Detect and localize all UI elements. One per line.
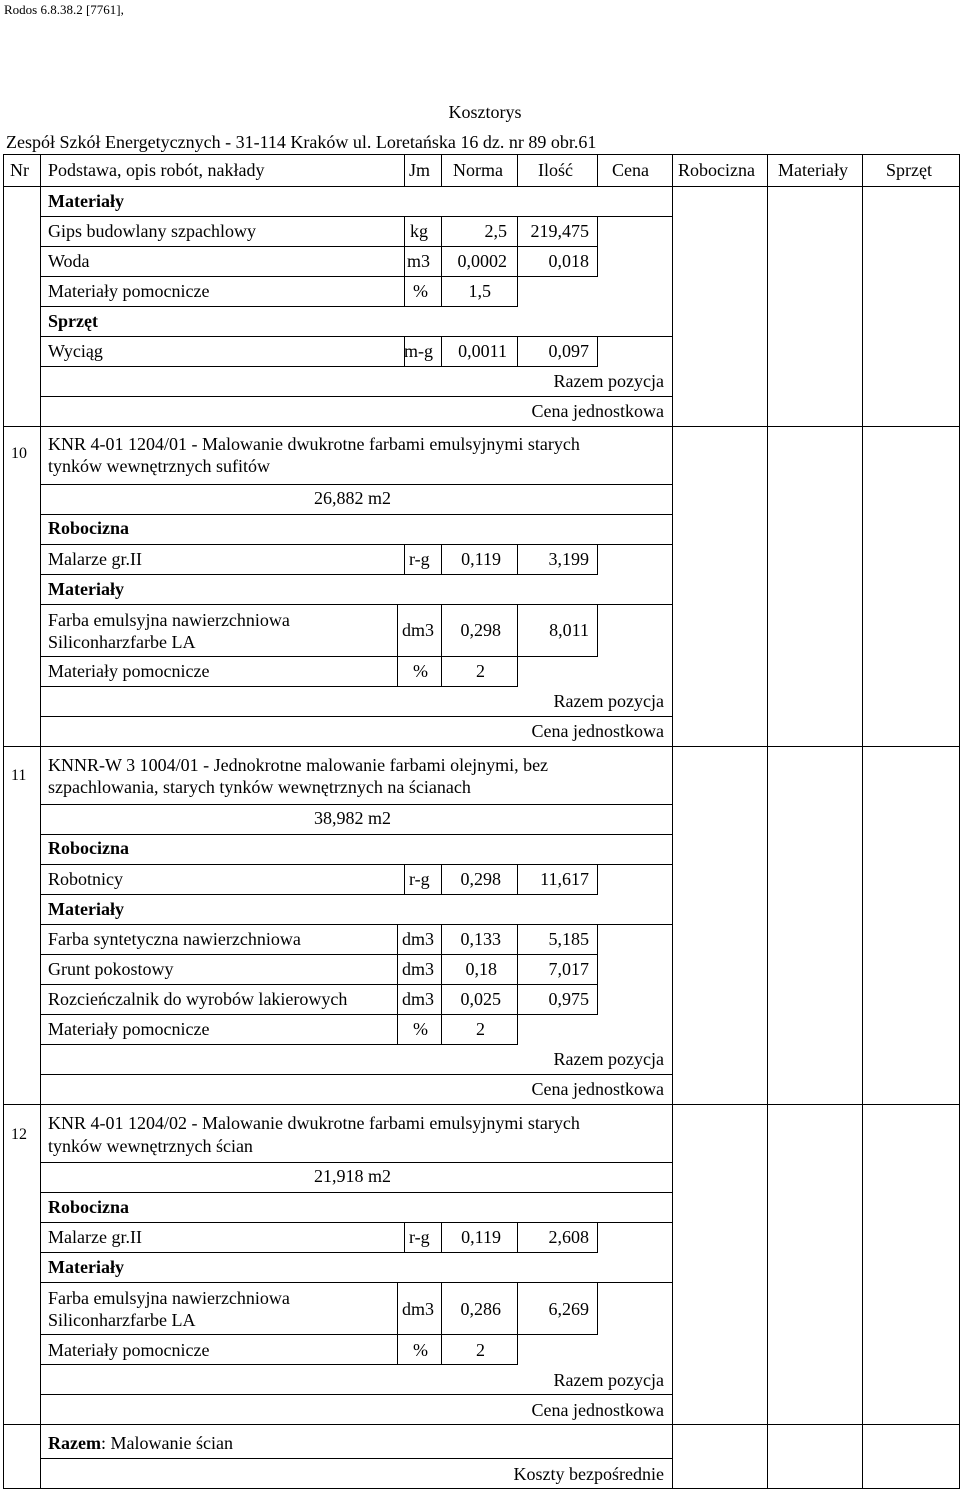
column-divider	[597, 924, 598, 1014]
row-divider	[40, 924, 673, 925]
category-robocizna: Robocizna	[48, 838, 129, 858]
unit: dm3	[402, 1299, 435, 1319]
cena-jednostkowa-label: Cena jednostkowa	[531, 721, 664, 741]
row-divider	[40, 276, 598, 277]
column-divider	[40, 154, 41, 1489]
row-divider	[40, 604, 673, 605]
material-name: Farba emulsyjna nawierzchniowa	[48, 1288, 290, 1308]
row-divider	[40, 954, 598, 955]
cena-jednostkowa-label: Cena jednostkowa	[531, 401, 664, 421]
row-divider	[40, 1074, 673, 1075]
row-divider	[40, 366, 598, 367]
row-divider	[3, 746, 960, 747]
column-divider	[597, 154, 598, 186]
column-divider	[597, 1222, 598, 1252]
position-number: 10	[11, 445, 27, 462]
quantity-value: 7,017	[548, 959, 589, 979]
norma-value: 0,025	[460, 989, 501, 1009]
row-divider	[40, 574, 598, 575]
row-divider	[3, 186, 960, 187]
table-left-border	[3, 154, 4, 1489]
position-description-continued: szpachlowania, starych tynków wewnętrznych na ścianach	[48, 777, 471, 797]
unit: r-g	[409, 869, 430, 889]
row-divider	[40, 864, 673, 865]
razem-pozycja-label: Razem pozycja	[553, 691, 664, 711]
column-divider	[517, 154, 518, 186]
norma-value: 0,119	[461, 1227, 501, 1247]
row-divider	[40, 1162, 673, 1163]
unit: dm3	[402, 620, 435, 640]
material-name: Woda	[48, 251, 90, 271]
category-materialy: Materiały	[48, 899, 124, 919]
cena-jednostkowa-label: Cena jednostkowa	[531, 1400, 664, 1420]
row-divider	[40, 514, 673, 515]
header-norma: Norma	[453, 160, 503, 180]
quantity-value: 6,269	[548, 1299, 589, 1319]
material-name: Rozcieńczalnik do wyrobów lakierowych	[48, 989, 348, 1009]
material-name: Farba emulsyjna nawierzchniowa	[48, 610, 290, 630]
column-divider	[597, 604, 598, 656]
razem-description: : Malowanie ścian	[100, 1433, 233, 1453]
row-divider	[40, 686, 518, 687]
material-name: Grunt pokostowy	[48, 959, 174, 979]
column-divider	[404, 154, 405, 186]
column-divider	[517, 1282, 518, 1364]
material-name: Materiały pomocnicze	[48, 1340, 210, 1360]
row-divider	[40, 894, 598, 895]
norma-value: 0,0011	[458, 341, 507, 361]
column-divider	[672, 154, 673, 1489]
material-name: Materiały pomocnicze	[48, 661, 210, 681]
column-divider	[862, 154, 863, 1489]
position-description: KNR 4-01 1204/02 - Malowanie dwukrotne farbami emulsyjnymi starych	[48, 1113, 580, 1133]
razem-pozycja-label: Razem pozycja	[553, 371, 664, 391]
unit: r-g	[409, 1227, 430, 1247]
row-divider	[40, 1192, 673, 1193]
position-quantity: 26,882 m2	[314, 488, 392, 508]
position-description-continued: tynków wewnętrznych sufitów	[48, 456, 270, 476]
row-divider	[40, 1222, 673, 1223]
labor-name: Malarze gr.II	[48, 549, 142, 569]
material-name: Materiały pomocnicze	[48, 1019, 210, 1039]
unit: %	[413, 1019, 428, 1039]
razem-summary	[48, 1433, 233, 1453]
header-materialy: Materiały	[778, 160, 848, 180]
row-divider	[40, 834, 673, 835]
column-divider	[404, 1222, 405, 1252]
row-divider	[40, 396, 673, 397]
norma-value: 2	[476, 1340, 485, 1360]
material-name: Farba syntetyczna nawierzchniowa	[48, 929, 301, 949]
norma-value: 2	[476, 1019, 485, 1039]
cena-jednostkowa-label: Cena jednostkowa	[531, 1079, 664, 1099]
material-name-continued: Siliconharzfarbe LA	[48, 632, 196, 652]
row-divider	[40, 1394, 673, 1395]
norma-value: 0,286	[460, 1299, 501, 1319]
row-divider	[3, 426, 960, 427]
row-divider	[3, 1424, 960, 1425]
norma-value: 0,298	[460, 869, 501, 889]
material-name: Materiały pomocnicze	[48, 281, 210, 301]
quantity-value: 0,018	[548, 251, 589, 271]
material-name-continued: Siliconharzfarbe LA	[48, 1310, 196, 1330]
norma-value: 0,298	[460, 620, 501, 640]
norma-value: 0,0002	[457, 251, 507, 271]
column-divider	[404, 864, 405, 894]
quantity-value: 8,011	[549, 620, 589, 640]
quantity-value: 3,199	[548, 549, 589, 569]
row-divider	[40, 544, 673, 545]
position-quantity: 38,982 m2	[314, 808, 392, 828]
unit: kg	[410, 221, 428, 241]
row-divider	[40, 656, 598, 657]
row-divider	[40, 804, 673, 805]
header-desc: Podstawa, opis robót, nakłady	[48, 160, 265, 180]
row-divider	[40, 216, 673, 217]
column-divider	[404, 544, 405, 574]
row-divider	[3, 1104, 960, 1105]
category-materialy: Materiały	[48, 579, 124, 599]
header-sprzet: Sprzęt	[886, 160, 932, 180]
norma-value: 0,119	[461, 549, 501, 569]
row-divider	[40, 336, 673, 337]
quantity-value: 219,475	[530, 221, 589, 241]
column-divider	[404, 216, 405, 306]
row-divider	[40, 716, 673, 717]
row-divider	[40, 1252, 598, 1253]
norma-value: 2,5	[484, 221, 507, 241]
column-divider	[597, 864, 598, 894]
quantity-value: 0,097	[548, 341, 589, 361]
unit: %	[413, 1340, 428, 1360]
header-jm: Jm	[409, 160, 431, 180]
labor-name: Robotnicy	[48, 869, 123, 889]
document-title: Kosztorys	[448, 102, 522, 122]
row-divider	[40, 1334, 598, 1335]
column-divider	[397, 924, 398, 1044]
row-divider	[40, 1282, 673, 1283]
quantity-value: 0,975	[548, 989, 589, 1009]
material-name: Gips budowlany szpachlowy	[48, 221, 256, 241]
category-sprzet: Sprzęt	[48, 311, 98, 331]
table-bottom-border	[3, 1488, 960, 1489]
table-top-border	[3, 154, 960, 155]
razem-pozycja-label: Razem pozycja	[553, 1049, 664, 1069]
position-quantity: 21,918 m2	[314, 1166, 392, 1186]
row-divider	[40, 484, 673, 485]
header-robocizna: Robocizna	[678, 160, 755, 180]
norma-value: 1,5	[468, 281, 491, 301]
column-divider	[517, 604, 518, 686]
category-materialy: Materiały	[48, 1257, 124, 1277]
row-divider	[40, 246, 598, 247]
document-subtitle: Zespół Szkół Energetycznych - 31-114 Kraków ul. Loretańska 16 dz. nr 89 obr.61	[6, 132, 597, 152]
koszty-bezposrednie-label: Koszty bezpośrednie	[513, 1464, 664, 1484]
column-divider	[397, 1282, 398, 1364]
header-cena: Cena	[612, 160, 649, 180]
row-divider	[40, 1044, 518, 1045]
category-robocizna: Robocizna	[48, 518, 129, 538]
column-divider	[767, 154, 768, 1489]
unit: m3	[407, 251, 431, 271]
unit: %	[413, 661, 428, 681]
column-divider	[597, 1282, 598, 1334]
quantity-value: 2,608	[548, 1227, 589, 1247]
norma-value: 0,18	[465, 959, 497, 979]
header-ilosc: Ilość	[538, 160, 573, 180]
unit: dm3	[402, 959, 435, 979]
equipment-name: Wyciąg	[48, 341, 103, 361]
column-divider	[597, 544, 598, 574]
category-robocizna: Robocizna	[48, 1197, 129, 1217]
unit: dm3	[402, 929, 435, 949]
column-divider	[597, 336, 598, 366]
norma-value: 2	[476, 661, 485, 681]
razem-label: Razem	[48, 1433, 101, 1453]
unit: m-g	[404, 341, 433, 361]
unit: %	[413, 281, 428, 301]
row-divider	[40, 1458, 673, 1459]
position-number: 11	[11, 767, 27, 784]
row-divider	[40, 1014, 598, 1015]
quantity-value: 11,617	[540, 869, 589, 889]
row-divider	[40, 1364, 518, 1365]
header-nr: Nr	[10, 160, 29, 180]
row-divider	[40, 306, 518, 307]
app-header: Rodos 6.8.38.2 [7761],	[4, 2, 124, 17]
position-number: 12	[11, 1126, 27, 1143]
row-divider	[40, 984, 598, 985]
position-description: KNR 4-01 1204/01 - Malowanie dwukrotne farbami emulsyjnymi starych	[48, 434, 580, 454]
razem-pozycja-label: Razem pozycja	[553, 1370, 664, 1390]
unit: dm3	[402, 989, 435, 1009]
column-divider	[597, 216, 598, 276]
labor-name: Malarze gr.II	[48, 1227, 142, 1247]
column-divider	[441, 154, 442, 186]
column-divider	[397, 604, 398, 686]
position-description-continued: tynków wewnętrznych ścian	[48, 1136, 253, 1156]
unit: r-g	[409, 549, 430, 569]
norma-value: 0,133	[460, 929, 501, 949]
position-description: KNNR-W 3 1004/01 - Jednokrotne malowanie farbami olejnymi, bez	[48, 755, 549, 775]
category-materialy: Materiały	[48, 191, 124, 211]
quantity-value: 5,185	[548, 929, 589, 949]
